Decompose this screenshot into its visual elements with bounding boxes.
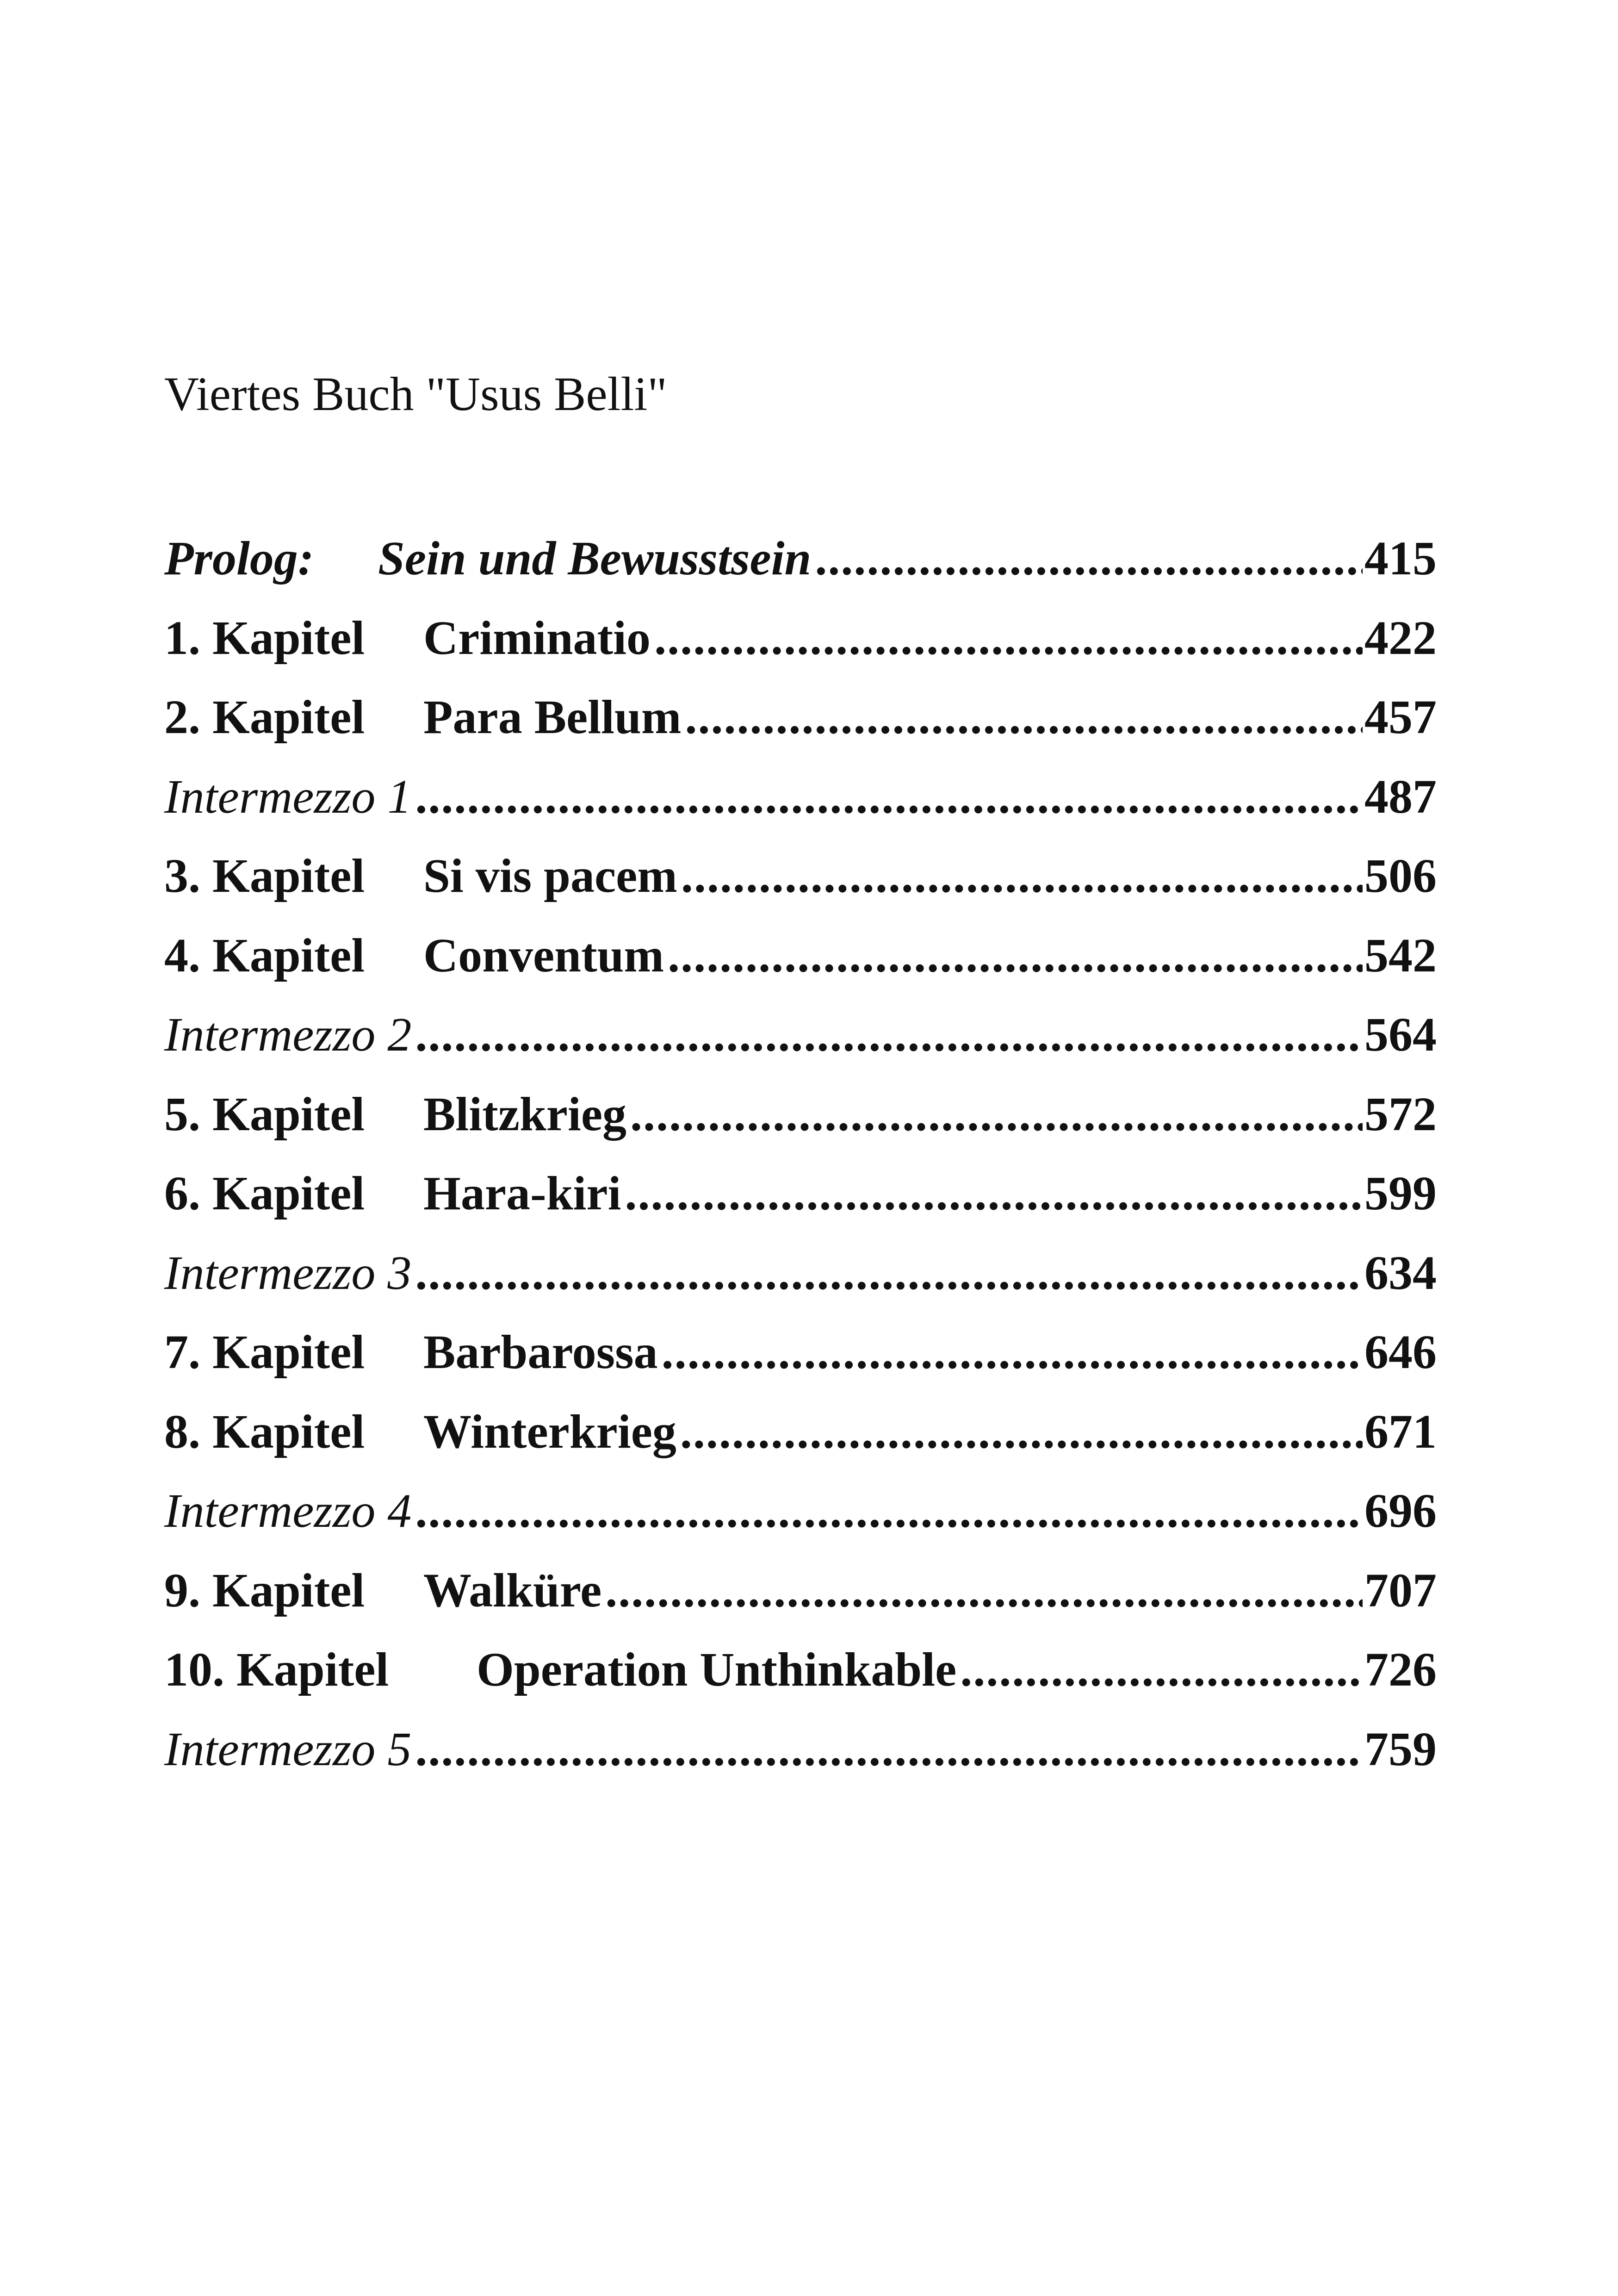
toc-dot-leader bbox=[415, 1487, 1363, 1535]
toc-entry-title: Intermezzo 2 bbox=[164, 1008, 412, 1061]
toc-entry-intermezzo-3[interactable] bbox=[164, 1246, 1437, 1329]
toc-entry-chapter-3[interactable] bbox=[164, 849, 1437, 932]
toc-dot-leader bbox=[415, 1011, 1363, 1059]
toc-entry-chapter-4[interactable] bbox=[164, 928, 1437, 1011]
toc-entry-title: Sein und Bewusstsein bbox=[378, 532, 812, 585]
toc-entry-label: 8. Kapitel bbox=[164, 1405, 365, 1458]
toc-dot-leader bbox=[681, 852, 1363, 900]
toc-entry-label: 9. Kapitel bbox=[164, 1563, 365, 1617]
toc-page-number: 634 bbox=[1364, 1246, 1437, 1300]
toc-page-number: 707 bbox=[1364, 1563, 1437, 1617]
book-title: Viertes Buch "Usus Belli" bbox=[164, 367, 667, 421]
toc-entry-title: Para Bellum bbox=[423, 691, 682, 744]
toc-dot-leader bbox=[415, 773, 1363, 821]
toc-page-number: 564 bbox=[1364, 1008, 1437, 1061]
toc-dot-leader bbox=[680, 1408, 1363, 1456]
toc-entry-title: Barbarossa bbox=[423, 1325, 658, 1379]
toc-page-number: 572 bbox=[1364, 1087, 1437, 1141]
toc-entry-title: Criminatio bbox=[423, 611, 651, 665]
toc-entry-label: 7. Kapitel bbox=[164, 1325, 365, 1379]
toc-entry-label: 5. Kapitel bbox=[164, 1087, 365, 1141]
toc-entry-title: Si vis pacem bbox=[423, 849, 677, 902]
toc-dot-leader bbox=[668, 932, 1363, 980]
toc-page-number: 506 bbox=[1364, 849, 1437, 902]
toc-page-number: 759 bbox=[1364, 1722, 1437, 1776]
toc-dot-leader bbox=[662, 1328, 1363, 1376]
toc-entry-title: Intermezzo 3 bbox=[164, 1246, 412, 1300]
toc-entry-chapter-1[interactable] bbox=[164, 611, 1437, 694]
toc-entry-title: Intermezzo 4 bbox=[164, 1484, 412, 1537]
toc-entry-intermezzo-5[interactable] bbox=[164, 1722, 1437, 1805]
toc-entry-chapter-6[interactable] bbox=[164, 1167, 1437, 1249]
toc-page-number: 726 bbox=[1364, 1643, 1437, 1696]
toc-entry-prolog[interactable] bbox=[164, 532, 1437, 614]
toc-page-number: 542 bbox=[1364, 928, 1437, 982]
toc-entry-chapter-5[interactable] bbox=[164, 1087, 1437, 1170]
toc-dot-leader bbox=[815, 535, 1363, 583]
toc-entry-title: Walküre bbox=[423, 1563, 602, 1617]
toc-dot-leader bbox=[960, 1646, 1363, 1694]
toc-page-number: 646 bbox=[1364, 1325, 1437, 1379]
toc-page-number: 671 bbox=[1364, 1405, 1437, 1458]
toc-entry-chapter-2[interactable] bbox=[164, 693, 1437, 773]
toc-entry-label: 4. Kapitel bbox=[164, 928, 365, 982]
toc-dot-leader bbox=[685, 693, 1363, 741]
toc-entry-intermezzo-4[interactable] bbox=[164, 1484, 1437, 1567]
toc-entry-chapter-10[interactable] bbox=[164, 1643, 1437, 1725]
toc-page-number: 599 bbox=[1364, 1167, 1437, 1220]
toc-entry-label: 1. Kapitel bbox=[164, 611, 365, 665]
toc-entry-chapter-9[interactable] bbox=[164, 1563, 1437, 1646]
toc-page-number: 696 bbox=[1364, 1484, 1437, 1537]
toc-dot-leader bbox=[625, 1170, 1363, 1218]
toc-dot-leader bbox=[630, 1090, 1363, 1139]
toc-entry-title: Conventum bbox=[423, 928, 664, 982]
toc-dot-leader bbox=[605, 1567, 1363, 1615]
toc-entry-label: 2. Kapitel bbox=[164, 691, 365, 744]
toc-entry-chapter-7[interactable] bbox=[164, 1325, 1437, 1408]
toc-entry-title: Intermezzo 5 bbox=[164, 1722, 412, 1776]
toc-entry-title: Winterkrieg bbox=[423, 1405, 676, 1458]
toc-entry-label: 3. Kapitel bbox=[164, 849, 365, 902]
toc-dot-leader bbox=[415, 1249, 1363, 1297]
toc-entry-label: 10. Kapitel bbox=[164, 1643, 389, 1696]
toc-page-number: 457 bbox=[1364, 691, 1437, 744]
toc-page-number: 415 bbox=[1364, 532, 1437, 585]
toc-dot-leader bbox=[654, 614, 1363, 662]
toc-entry-label: 6. Kapitel bbox=[164, 1167, 365, 1220]
toc-page-number: 487 bbox=[1364, 770, 1437, 823]
toc-entry-intermezzo-2[interactable] bbox=[164, 1008, 1437, 1090]
toc-entry-intermezzo-1[interactable] bbox=[164, 770, 1437, 852]
table-of-contents bbox=[164, 532, 1437, 1804]
toc-page-number: 422 bbox=[1364, 611, 1437, 665]
toc-entry-title: Operation Unthinkable bbox=[477, 1643, 957, 1696]
toc-entry-title: Intermezzo 1 bbox=[164, 770, 412, 823]
toc-entry-label: Prolog: bbox=[164, 532, 314, 585]
toc-entry-title: Blitzkrieg bbox=[423, 1087, 627, 1141]
toc-entry-title: Hara-kiri bbox=[423, 1167, 621, 1220]
toc-entry-chapter-8[interactable] bbox=[164, 1405, 1437, 1487]
toc-dot-leader bbox=[415, 1725, 1363, 1773]
